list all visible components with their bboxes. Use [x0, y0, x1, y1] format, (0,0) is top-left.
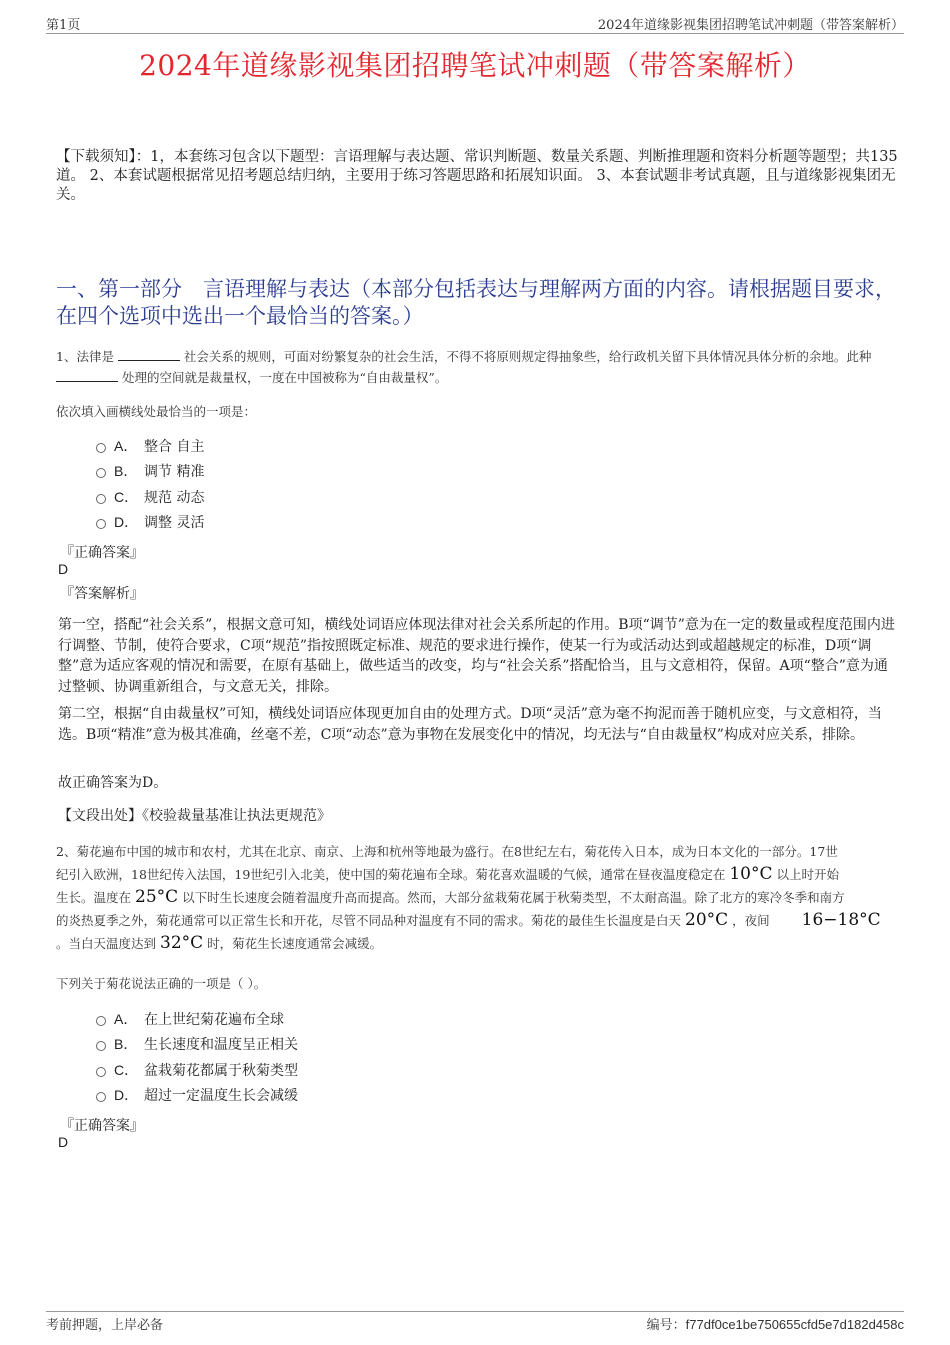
q1-prompt: 依次填入画横线处最恰当的一项是： — [56, 404, 257, 419]
section-heading: 一、第一部分 言语理解与表达（本部分包括表达与理解两方面的内容。请根据题目要求，在四个选项中选出一个最恰当的答案。） — [56, 277, 896, 328]
temp-16-18c: 16−18°C — [801, 910, 881, 930]
q2-text: 时，菊花生长速度通常会减缓。 — [207, 936, 383, 951]
footer-divider — [46, 1311, 904, 1312]
radio-icon[interactable] — [96, 1067, 106, 1077]
radio-icon[interactable] — [96, 443, 106, 453]
option-letter: B． — [114, 1036, 138, 1053]
temp-20c: 20°C — [685, 910, 729, 930]
header-divider — [46, 33, 904, 34]
radio-icon[interactable] — [96, 494, 106, 504]
q2-answer: D — [58, 1134, 69, 1150]
q2-text: 的炎热夏季之外，菊花通常可以正常生长和开花，尽管不同品种对温度有不同的需求。菊花的最佳生长温度是白天 — [56, 913, 682, 928]
radio-icon[interactable] — [96, 468, 106, 478]
option-letter: C． — [114, 1061, 139, 1078]
temp-10c: 10°C — [729, 864, 773, 884]
question-1-stem — [56, 346, 906, 388]
q1-options — [96, 433, 204, 535]
q1-text-a: 1、法律是 — [56, 349, 114, 364]
option-text: 调整 灵活 — [144, 515, 205, 532]
option-letter: B． — [114, 463, 138, 480]
q2-text: 生长。温度在 — [56, 890, 132, 905]
download-notice: 【下载须知】：1，本套练习包含以下题型：言语理解与表达题、常识判断题、数量关系题、判断推理题和资料分析题等题型；共135道。 2、本套试题根据常见招考题总结归纳，主要用于练习答题思路和拓展知识面。 3、本套试题非考试真题，且与道缘影视集团无关。 — [56, 149, 898, 203]
q2-line-3 — [56, 887, 906, 908]
q1-blank-1 — [118, 348, 180, 361]
option-text: 在上世纪菊花遍布全球 — [144, 1011, 284, 1028]
q1-option-a[interactable] — [96, 433, 204, 459]
q2-text: 纪引入欧洲，18世纪传入法国，19世纪引入北美，使中国的菊花遍布全球。菊花喜欢温暖的气候，通常在昼夜温度稳定在 — [56, 867, 726, 882]
q2-text: 以下时生长速度会随着温度升高而提高。然而，大部分盆栽菊花属于秋菊类型，不太耐高温。除了北方的寒冷冬季和南方 — [182, 890, 845, 905]
option-letter: D． — [114, 1087, 139, 1104]
q2-option-c[interactable] — [96, 1057, 298, 1083]
q2-line-4 — [56, 910, 906, 931]
q1-text-c: 处理的空间就是裁量权，一度在中国被称为“自由裁量权”。 — [121, 370, 448, 385]
q2-text: ，夜间 — [732, 913, 770, 928]
q2-prompt: 下列关于菊花说法正确的一项是（ ）。 — [56, 976, 267, 991]
option-text: 生长速度和温度呈正相关 — [144, 1037, 298, 1054]
radio-icon[interactable] — [96, 1092, 106, 1102]
q2-option-b[interactable] — [96, 1032, 298, 1058]
q1-analysis-p1: 第一空，搭配“社会关系”，根据文意可知，横线处词语应体现法律对社会关系所起的作用。B项“调节”意为在一定的数量或程度范围内进行调整、节制，使符合要求，C项“规范”指按照既定标准、规范的要求进行操作，使某一行为或活动达到或超越规定的标准，D项“调整”意为适应客观的情况和需要，在原有基础上，做些适当的改变，均与“社会关系”搭配恰当，且与文意相符，保留。A项“整合”意为通过整顿、协调重新组合，与文意无关，排除。 — [58, 617, 895, 695]
q1-option-d[interactable] — [96, 510, 204, 536]
option-text: 整合 自主 — [144, 438, 205, 455]
q1-source: 【文段出处】《校验裁量基准让执法更规范》 — [58, 808, 331, 824]
q2-text: 。当白天温度达到 — [56, 936, 157, 951]
q2-option-a[interactable] — [96, 1006, 298, 1032]
option-letter: C． — [114, 488, 139, 505]
header-doc-title: 2024年道缘影视集团招聘笔试冲刺题（带答案解析） — [597, 18, 904, 33]
question-2-stem — [56, 841, 906, 954]
page-number: 第1页 — [46, 18, 81, 33]
q1-option-c[interactable] — [96, 484, 204, 510]
q2-text: 以上时开始 — [776, 867, 839, 882]
option-letter: A． — [114, 1010, 138, 1027]
q2-answer-label: 『正确答案』 — [60, 1118, 144, 1134]
option-text: 超过一定温度生长会减缓 — [144, 1088, 298, 1105]
temp-25c: 25°C — [135, 887, 179, 907]
option-text: 盆栽菊花都属于秋菊类型 — [144, 1062, 298, 1079]
code-label: 编号： — [646, 1318, 686, 1333]
q1-answer-label: 『正确答案』 — [60, 545, 144, 561]
footer-slogan: 考前押题，上岸必备 — [46, 1318, 164, 1333]
q1-analysis-label: 『答案解析』 — [60, 586, 144, 602]
q1-option-b[interactable] — [96, 459, 204, 485]
q2-line-2 — [56, 864, 906, 885]
q2-line-5 — [56, 933, 906, 954]
page-title: 2024年道缘影视集团招聘笔试冲刺题（带答案解析） — [139, 49, 811, 82]
q1-analysis-p3: 故正确答案为D。 — [58, 775, 168, 791]
q2-options — [96, 1006, 298, 1108]
temp-32c: 32°C — [160, 933, 204, 953]
option-text: 规范 动态 — [144, 489, 205, 506]
q1-answer: D — [58, 561, 69, 577]
q1-analysis-p2: 第二空，根据“自由裁量权”可知，横线处词语应体现更加自由的处理方式。D项“灵活”意为毫不拘泥而善于随机应变，与文意相符，当选。B项“精准”意为极其准确，丝毫不差，C项“动态”意为事物在发展变化中的情况，均无法与“自由裁量权”构成对应关系，排除。 — [58, 706, 882, 743]
q2-option-d[interactable] — [96, 1083, 298, 1109]
radio-icon[interactable] — [96, 1016, 106, 1026]
radio-icon[interactable] — [96, 1041, 106, 1051]
q1-text-b: 社会关系的规则，可面对纷繁复杂的社会生活，不得不将原则规定得抽象些，给行政机关留下具体情况具体分析的余地。此种 — [183, 349, 872, 364]
option-letter: D． — [114, 514, 139, 531]
code-value: f77df0ce1be750655cfd5e7d182d458c — [685, 1317, 904, 1332]
q1-blank-2 — [56, 369, 118, 382]
option-letter: A． — [114, 437, 138, 454]
q2-line-1: 2、菊花遍布中国的城市和农村，尤其在北京、南京、上海和杭州等地最为盛行。在8世纪左右，菊花传入日本，成为日本文化的一部分。17世 — [56, 844, 838, 859]
option-text: 调节 精准 — [144, 464, 205, 481]
document-code — [647, 1314, 904, 1333]
radio-icon[interactable] — [96, 519, 106, 529]
